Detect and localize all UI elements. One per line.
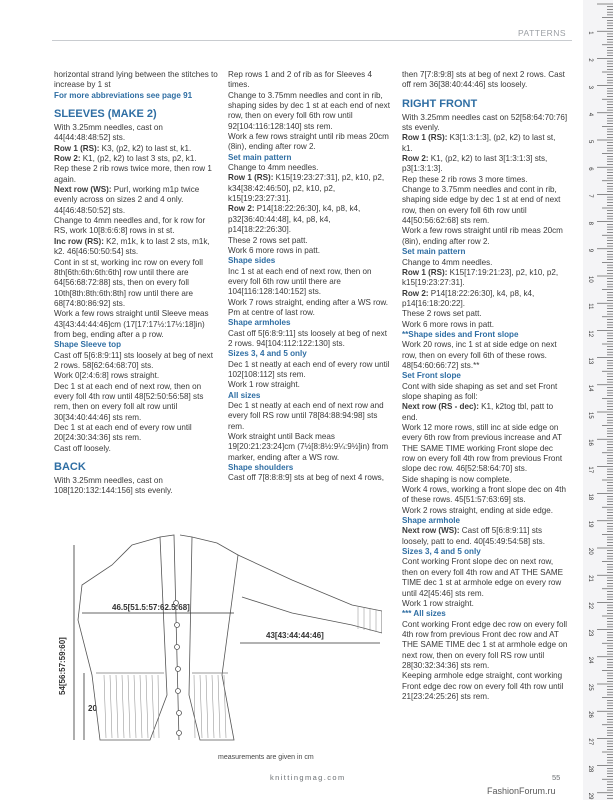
row-label: Inc row (RS): [54,236,104,246]
measurement-note: measurements are given in cm [218,754,314,761]
paragraph [228,173,393,204]
paragraph: Work a few rows straight until rib meas 20cm (8in), ending after row 2. [228,132,389,152]
paragraph: Work 7 rows straight, ending after a WS row. [228,297,388,307]
paragraph [402,154,568,175]
ruler-number: 25 [587,684,593,691]
ruler-number: 4 [587,112,593,117]
subheading: Sizes 3, 4 and 5 only [402,547,481,557]
row-text: Purl, working m1p twice evenly across on sizes 2 and 4 only. 44[46:48:50:52] sts. [54,185,200,215]
row-text: K1, (p2, k2) to last 3[1:3:1:3] sts, p3[1:3:1:3]. [402,154,548,174]
paragraph: Change to 4mm needles. [228,163,319,173]
row-label: Row 2: [54,154,81,164]
row-text: K15[19:23:27:31], p2, k10, p2, k34[38:42:46:50], p2, k10, p2, k15[19:23:27:31]. [228,173,385,204]
ruler-number: 10 [587,276,593,283]
paragraph: Work straight until Back meas 19[20:21:23:24]cm (7½[8:8½:9¼:9½]in) from marker, ending after a WS row. [228,432,389,462]
subheading: Set main pattern [228,152,292,162]
section-heading: BACK [54,461,86,474]
button [175,645,180,650]
subheading: *** All sizes [402,609,446,619]
subheading: Shape armhole [402,516,461,526]
rib-lines [104,607,376,738]
paragraph: Dec 1 st at each end of next row, then on every foll 4th row until 48[52:50:56:58] sts rem, then on every foll alt row until 30[34:40:44:46] sts rem. [54,381,204,422]
paragraph [54,185,219,216]
row-label: Row 2: [402,288,429,298]
section-label: PATTERNS [518,28,567,38]
paragraph: Cont working Front edge dec row on every foll 4th row from previous Front dec row and AT THE SAME TIME dec 1 st at armhole edge on next row, then on every foll RS row until 28[30:32:34:36] sts rem. [402,619,568,670]
ruler-number: 28 [587,765,593,773]
paragraph: Cont in st st, working inc row on every foll 8th[6th:6th:6th:6th] row until there are 64[56:68:72:88] sts, then on every foll 10th[8th:8th:6th:8th] row until there are 68[74:80:86:92] sts. [54,257,203,308]
paragraph [54,237,219,258]
ruler-number: 8 [587,221,593,225]
row-label: Next row (WS): [54,185,112,195]
text-column-2 [228,70,393,484]
paragraph: Work 6 more rows in patt. [228,245,321,255]
paragraph: Cast off loosely. [54,443,111,453]
ruler-number: 11 [587,303,593,310]
row-text: P14[18:22:26:30], k4, p8, k4, p32[36:40:44:48], k4, p8, k4, p14[18:22:26:30]. [228,204,361,235]
row-text: K3[1:3:1:3], (p2, k2) to last st, k1. [402,133,556,153]
paragraph: Work 1 row straight. [402,598,474,608]
footer-website: knittingmag.com [270,773,346,782]
cross-reference: For more abbreviations see page 91 [54,90,193,100]
ruler-ticks [577,0,613,800]
button [175,623,180,628]
ruler-number: 3 [587,85,593,89]
buttons [174,601,182,736]
subheading: Set Front slope [402,371,461,381]
paragraph [402,133,568,154]
subheading: Set main pattern [402,247,466,257]
ruler-number: 18 [587,493,593,501]
rib-label: 20 [88,704,97,713]
paragraph [54,144,219,154]
row-label: Row 2: [402,154,429,164]
ruler-number: 27 [587,738,593,746]
subheading: Shape shoulders [228,463,294,473]
text-column-1 [54,70,219,497]
paragraph: With 3.25mm needles, cast on 108[120:132:144:156] sts evenly. [54,476,173,496]
paragraph: Work 6 more rows in patt. [402,319,495,329]
ruler-number: 24 [587,656,593,664]
paragraph: Cont working Front slope dec on next row, then on every foll 4th row and AT THE SAME TIME dec 1 st at armhole edge on every row until 42[45:46] sts rem. [402,557,564,598]
paragraph: horizontal strand lying between the stitches to increase by 1 st [54,70,218,90]
paragraph: Change to 4mm needles. [402,257,493,267]
body-outline-right [189,537,238,740]
ruler-background [583,0,613,800]
row-text: K2, m1k, k to last 2 sts, m1k, k2. 46[46:50:50:54] sts. [54,236,210,257]
subheading: Shape sides [228,256,276,266]
subheading: Sizes 3, 4 and 5 only [228,349,307,359]
ruler-number: 21 [587,575,593,582]
ruler-number: 17 [587,466,593,474]
ruler-number: 19 [587,520,593,528]
header-rule [52,40,572,41]
paragraph: Cast off 5[6:8:9:11] sts loosely at beg of next 2 rows. 94[104:112:122:130] sts. [228,328,387,348]
section-heading: SLEEVES (MAKE 2) [54,108,157,121]
ruler-number: 16 [587,439,593,446]
paragraph: These 2 rows set patt. [228,235,308,245]
row-text: P14[18:22:26:30], k4, p8, k4, p14[16:18:20:22]. [402,288,535,308]
paragraph: Work a few rows straight until rib meas 20cm (8in), ending after row 2. [402,226,563,246]
paragraph: Work a few rows straight until Sleeve meas 43[43:44:44:46]cm (17[17:17½:17½:18]in) from beg, ending after a p row. [54,309,209,339]
paragraph: Change to 4mm needles and, for k row for RS, work 10[8:6:6:8] rows in st st. [54,216,206,236]
paragraph: Work 20 rows, inc 1 st at side edge on next row, then on every foll 6th of these rows. 48[54:60:66:72] sts.** [402,340,557,370]
paragraph: These 2 rows set patt. [402,309,482,319]
ruler-number: 20 [587,548,593,555]
button [176,667,181,672]
ruler-number: 23 [587,629,593,637]
garment-schematic [52,525,382,770]
paragraph: Work 12 more rows, still inc at side edge on every 6th row from previous increase and AT THE SAME TIME working Front slope dec row on every foll 4th row from previous Front slope dec row. 46[52:58:64:70] sts. [402,423,563,474]
height-label: 54[56:57:59:60] [58,637,67,695]
paragraph: Keeping armhole edge straight, cont working Front edge dec row on every foll 4th row until 21[23:24:25:26] sts rem. [402,671,564,701]
paragraph: Side shaping is now complete. [402,474,512,484]
row-text: K1, (p2, k2) to last 3 sts, p2, k1. [80,154,197,164]
paragraph: Work 1 row straight. [228,380,300,390]
paragraph: Pm at centre of last row. [228,307,315,317]
paragraph: Cast off 7[8:8:8:9] sts at beg of next 4 rows, [228,473,384,483]
paragraph: Cont with side shaping as set and set Front slope shaping as foll: [402,381,558,401]
paragraph [402,289,568,310]
paragraph: Cast off 5[6:8:9:11] sts loosely at beg of next 2 rows. 58[62:64:68:70] sts. [54,350,213,370]
text-column-3 [402,70,568,702]
ruler-number: 6 [587,167,593,171]
subheading: **Shape sides and Front slope [402,329,519,339]
ruler-number: 9 [587,248,593,253]
sleeve-outline [238,555,382,633]
ruler-number: 22 [587,602,593,610]
row-label: Row 2: [228,204,255,214]
paragraph: then 7[7:8:9:8] sts at beg of next 2 rows. Cast off rem 36[38:40:44:46] sts loosely. [402,70,565,90]
paragraph: Inc 1 st at each end of next row, then on every foll 6th row until there are 104[116:128:140:152] sts. [228,266,372,297]
watermark: FashionForum.ru [487,786,556,796]
subheading: Shape Sleeve top [54,340,122,350]
paragraph: Rep these 2 rib rows twice more, then row 1 again. [54,164,212,184]
measuring-tape [577,0,613,800]
subheading: All sizes [228,390,261,400]
ruler-number: 29 [587,792,593,800]
ruler-number: 15 [587,412,593,419]
ruler-number: 13 [587,357,593,365]
paragraph [228,204,393,235]
row-label: Next row (RS - dec): [402,402,479,412]
button [176,689,181,694]
ruler-number: 1 [587,31,593,35]
paragraph: Dec 1 st at each end of every row until 20[24:30:34:36] sts rem. [54,423,192,443]
paragraph: With 3.25mm needles cast on 52[58:64:70:76] sts evenly. [402,112,568,133]
subheading: Shape armholes [228,318,291,328]
row-text: K1, k2tog tbl, patt to end. [402,402,554,422]
paragraph [402,268,568,289]
paragraph: Dec 1 st neatly at each end of next row and every foll RS row until 78[84:88:94:98] sts rem. [228,401,384,431]
row-label: Row 1 (RS): [228,173,274,183]
paragraph: Dec 1 st neatly at each end of every row until 102[108:112] sts rem. [228,359,390,379]
ruler-number: 12 [587,330,593,338]
paragraph: Rep rows 1 and 2 of rib as for Sleeves 4 times. [228,70,372,90]
ruler-number: 5 [587,140,593,144]
row-text: K15[17:19:21:23], p2, k10, p2, k15[19:23:27:31]. [402,267,559,288]
row-label: Row 1 (RS): [402,133,448,143]
paragraph: Change to 3.75mm needles and cont in rib, shaping side edge by dec 1 st at end of next row, then on every foll 6th row until 44[50:56:62:68] sts rem. [402,185,561,226]
row-text: Cast off 5[6:8:9:11] sts loosely, patt to end. 40[45:49:54:58] sts. [402,526,545,546]
paragraph: Work 0[2:4:6:8] rows straight. [54,371,160,381]
row-label: Row 1 (RS): [54,143,100,153]
row-label: Next row (WS): [402,526,460,536]
row-label: Row 1 (RS): [402,267,448,277]
page-number: 55 [552,773,561,782]
section-heading: RIGHT FRONT [402,97,478,110]
paragraph: Change to 3.75mm needles and cont in rib, shaping sides by dec 1 st at each end of next row, then on every foll 6th row until 92[104:116:128:140] sts rem. [228,90,390,131]
paragraph [402,526,568,547]
paragraph: Rep these 2 rib rows 3 more times. [402,174,528,184]
paragraph: With 3.25mm needles, cast on 44[44:48:48:52] sts. [54,123,163,143]
ruler-number: 14 [587,384,593,392]
ruler-number: 7 [587,194,593,198]
sleeve-label: 43[43:44:44:46] [266,631,324,640]
paragraph: Work 4 rows, working a front slope dec on 4th of these rows. 45[51:57:63:69] sts. [402,485,567,505]
width-label: 46.5[51.5:57:62.5:68] [112,603,190,612]
paragraph: Work 2 rows straight, ending at side edge. [402,505,554,515]
row-text: K3, (p2, k2) to last st, k1. [99,143,192,153]
button [177,731,182,736]
paragraph [402,402,568,423]
paragraph [54,154,219,164]
ruler-number: 2 [587,58,593,62]
button [177,711,182,716]
ruler-number: 26 [587,711,593,718]
